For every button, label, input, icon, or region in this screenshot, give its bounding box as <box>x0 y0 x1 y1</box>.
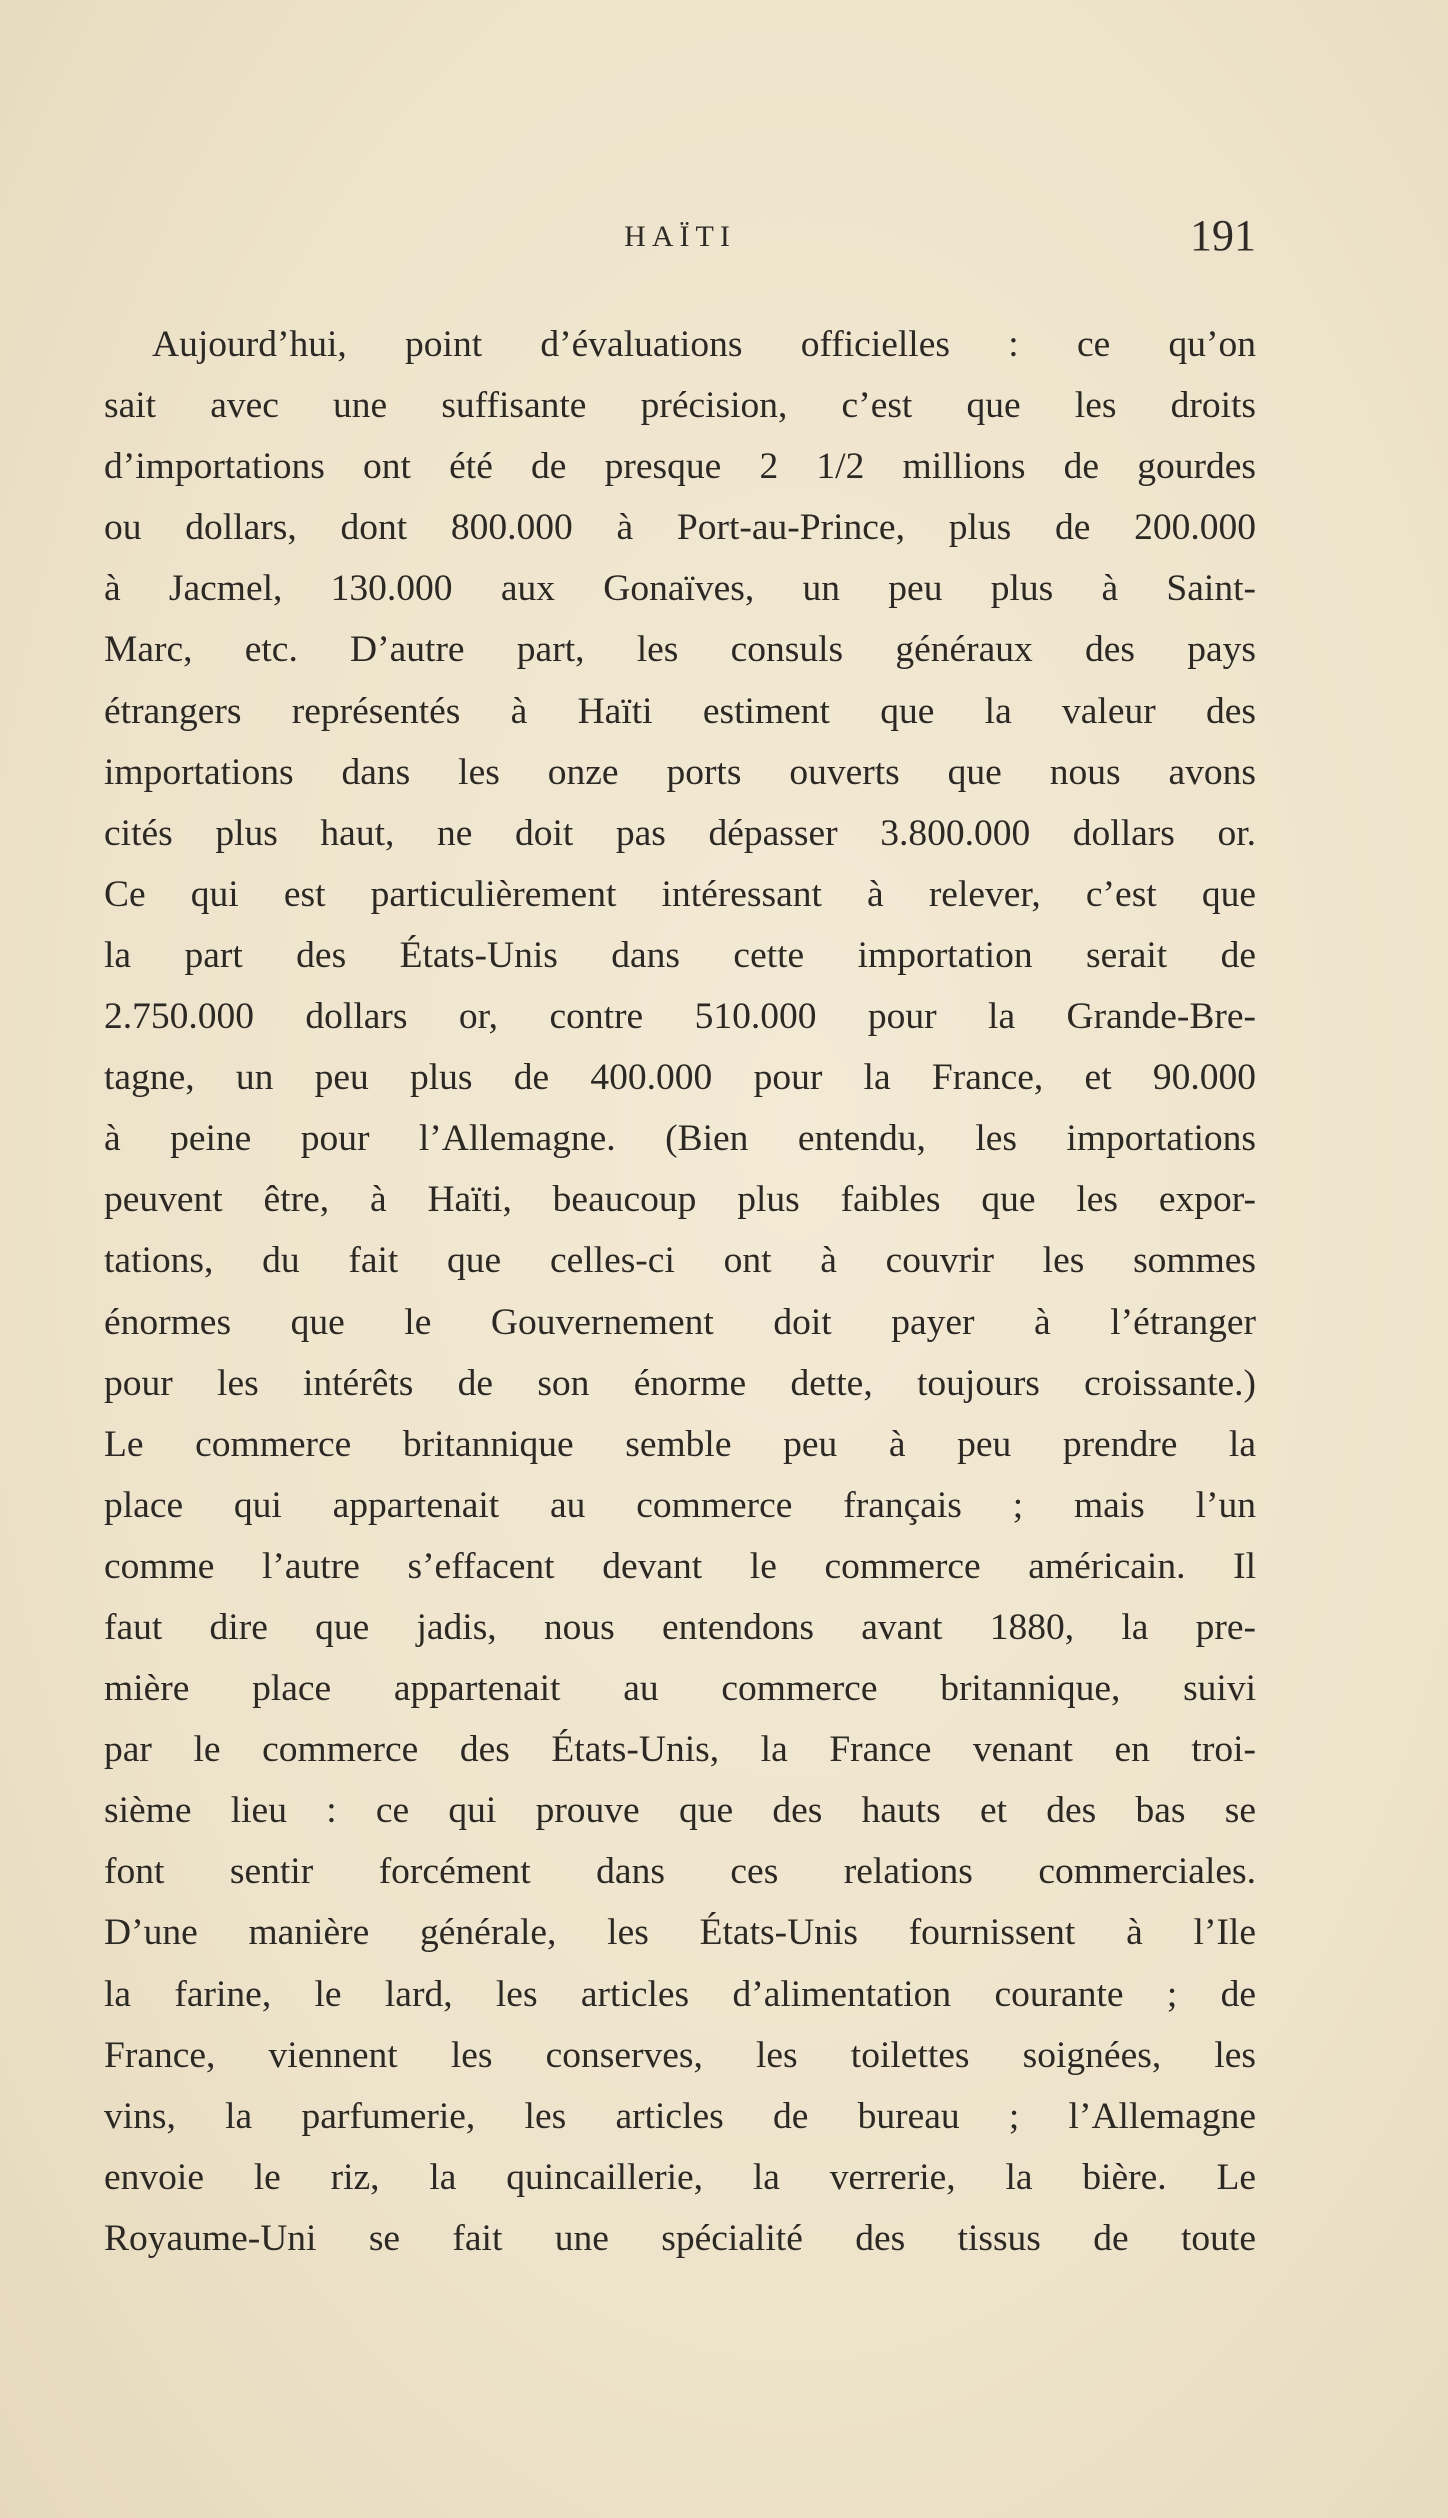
text-line: France, viennent les conserves, les toilettes soignées, les <box>104 2034 1256 2076</box>
text-line: énormes que le Gouvernement doit payer à l’étranger <box>104 1301 1256 1343</box>
text-line: sait avec une suffisante précision, c’est que les droits <box>104 385 1256 427</box>
text-line: la farine, le lard, les articles d’alimentation courante ; de <box>104 1973 1256 2015</box>
page-header <box>104 210 1256 270</box>
text-line: Ce qui est particulièrement intéressant à relever, c’est que <box>104 873 1256 915</box>
text-line: tagne, un peu plus de 400.000 pour la France, et 90.000 <box>104 1057 1256 1099</box>
text-line: Marc, etc. D’autre part, les consuls généraux des pays <box>104 629 1256 671</box>
text-line: Royaume-Uni se fait une spécialité des tissus de toute <box>104 2217 1256 2259</box>
text-line: sième lieu : ce qui prouve que des hauts et des bas se <box>104 1790 1256 1832</box>
text-line: vins, la parfumerie, les articles de bureau ; l’Allemagne <box>104 2095 1256 2137</box>
text-line: la part des États-Unis dans cette importation serait de <box>104 934 1256 976</box>
text-line: d’importations ont été de presque 2 1/2 millions de gourdes <box>104 446 1256 488</box>
running-head: HAÏTI <box>624 220 736 253</box>
text-line: peuvent être, à Haïti, beaucoup plus faibles que les expor- <box>104 1179 1256 1221</box>
text-line: à peine pour l’Allemagne. (Bien entendu, les importations <box>104 1118 1256 1160</box>
text-line: font sentir forcément dans ces relations commerciales. <box>104 1851 1256 1893</box>
text-line: 2.750.000 dollars or, contre 510.000 pour la Grande-Bre- <box>104 996 1256 1038</box>
page-number: 191 <box>1190 211 1256 260</box>
text-line: cités plus haut, ne doit pas dépasser 3.800.000 dollars or. <box>104 812 1256 854</box>
text-line: par le commerce des États-Unis, la France venant en troi- <box>104 1729 1256 1771</box>
text-line: étrangers représentés à Haïti estiment que la valeur des <box>104 690 1256 732</box>
text-line: Le commerce britannique semble peu à peu prendre la <box>104 1423 1256 1465</box>
text-line: comme l’autre s’effacent devant le commerce américain. Il <box>104 1545 1256 1587</box>
body-text <box>104 314 1256 2269</box>
text-line: tations, du fait que celles-ci ont à couvrir les sommes <box>104 1240 1256 1282</box>
text-line: mière place appartenait au commerce britannique, suivi <box>104 1668 1256 1710</box>
text-line: envoie le riz, la quincaillerie, la verrerie, la bière. Le <box>104 2156 1256 2198</box>
text-line: faut dire que jadis, nous entendons avant 1880, la pre- <box>104 1606 1256 1648</box>
text-line: place qui appartenait au commerce français ; mais l’un <box>104 1484 1256 1526</box>
text-line: D’une manière générale, les États-Unis fournissent à l’Ile <box>104 1912 1256 1954</box>
text-line: pour les intérêts de son énorme dette, toujours croissante.) <box>104 1362 1256 1404</box>
text-line: importations dans les onze ports ouverts que nous avons <box>104 751 1256 793</box>
text-line: à Jacmel, 130.000 aux Gonaïves, un peu plus à Saint- <box>104 568 1256 610</box>
text-line: ou dollars, dont 800.000 à Port-au-Prince, plus de 200.000 <box>104 507 1256 549</box>
text-line: Aujourd’hui, point d’évaluations officielles : ce qu’on <box>152 324 1256 365</box>
